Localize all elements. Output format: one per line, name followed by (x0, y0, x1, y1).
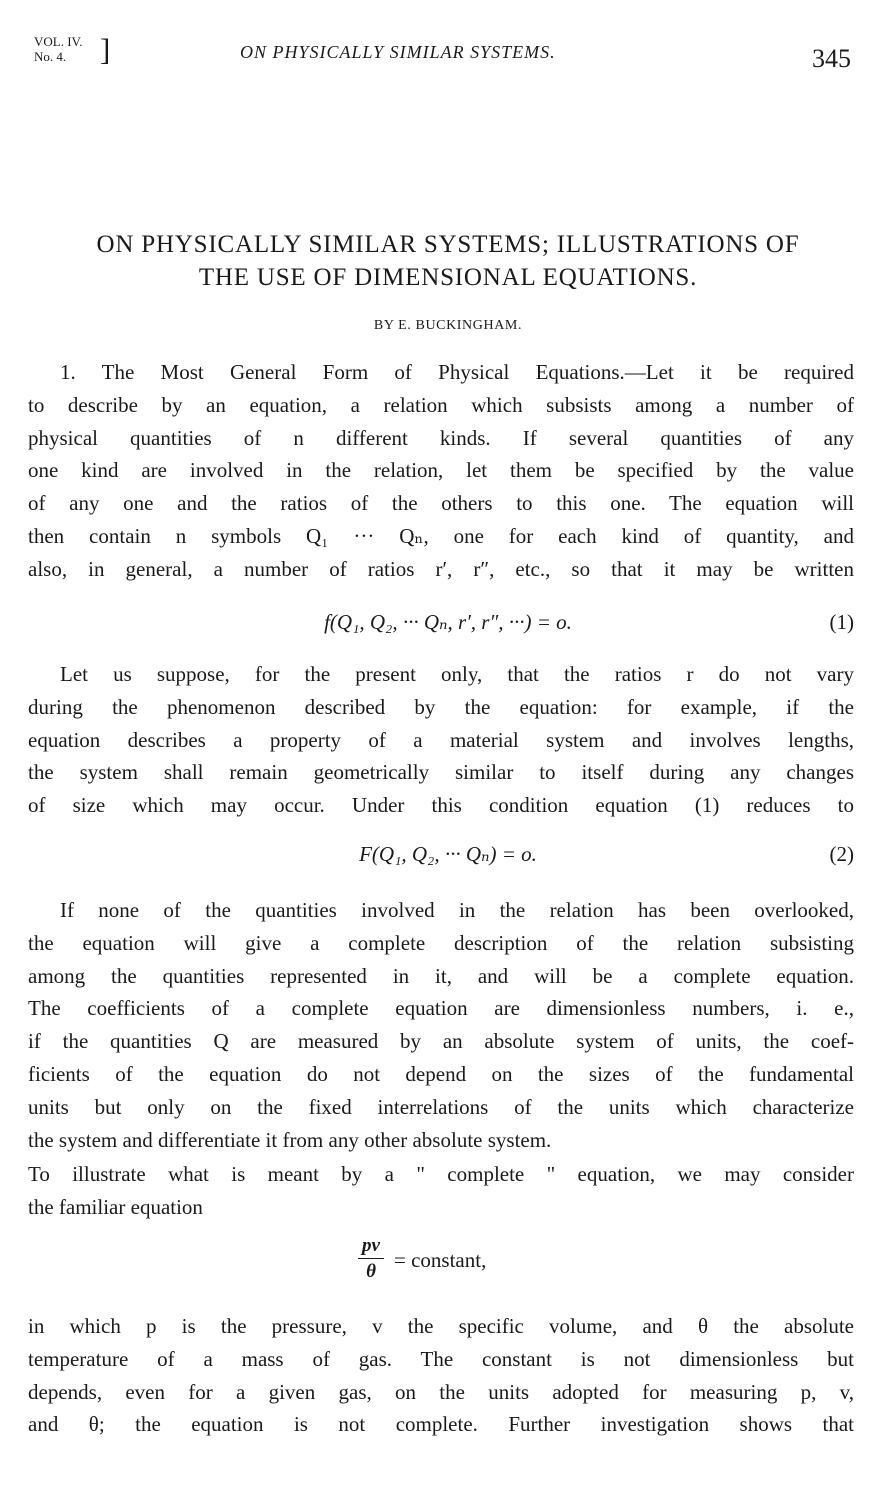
volume-bracket: ] (100, 32, 111, 67)
equation-2 (0, 842, 896, 878)
equation-1 (0, 610, 896, 646)
text-line: among the quantities represented in it, and will be a complete equation. (28, 963, 854, 988)
equation-number: (2) (829, 842, 854, 866)
volume-line: VOL. IV. (34, 34, 83, 49)
text-line: If none of the quantities involved in the relation has been overlooked, (60, 898, 854, 922)
equation-3 (358, 1234, 558, 1294)
equation-rhs: = constant, (394, 1248, 487, 1272)
title-line: ON PHYSICALLY SIMILAR SYSTEMS; ILLUSTRATIONS OF (96, 231, 800, 258)
volume-number (34, 34, 83, 64)
text-line: units but only on the fixed interrelations of the units which characterize (28, 1094, 854, 1119)
text-line: the system and differentiate it from any other absolute system. (28, 1127, 552, 1152)
text-line: in which p is the pressure, v the specific volume, and θ the absolute (28, 1314, 854, 1338)
text-line: the equation will give a complete description of the relation subsisting (28, 930, 854, 955)
issue-line: No. 4. (34, 49, 67, 64)
text-line: then contain n symbols Q₁ ··· Qₙ, one for each kind of quantity, and (28, 523, 854, 548)
running-header (0, 34, 896, 84)
fraction-denominator: θ (366, 1261, 376, 1282)
fraction-numerator: pv (358, 1234, 384, 1259)
equation-number: (1) (829, 610, 854, 634)
text-line: during the phenomenon described by the equation: for example, if the (28, 694, 854, 719)
text-line: the familiar equation (28, 1194, 203, 1219)
fraction (358, 1234, 384, 1283)
paragraph-2 (28, 658, 854, 822)
text-line: physical quantities of n different kinds. If several quantities of any (28, 425, 854, 450)
text-line: if the quantities Q are measured by an absolute system of units, the coef- (28, 1029, 854, 1054)
text-line: and θ; the equation is not complete. Further investigation shows that (28, 1412, 854, 1437)
text-line: temperature of a mass of gas. The constant is not dimensionless but (28, 1346, 854, 1371)
running-title: ON PHYSICALLY SIMILAR SYSTEMS. (240, 42, 556, 62)
text-line: ficients of the equation do not depend on the sizes of the fundamental (28, 1061, 854, 1086)
author-byline: BY E. BUCKINGHAM. (373, 318, 523, 333)
title-line: THE USE OF DIMENSIONAL EQUATIONS. (198, 264, 698, 291)
paragraph-3 (28, 894, 854, 1156)
text-line: To illustrate what is meant by a " complete " equation, we may consider (28, 1162, 854, 1186)
text-line: depends, even for a given gas, on the units adopted for measuring p, v, (28, 1379, 854, 1404)
text-line: to describe by an equation, a relation which subsists among a number of (28, 392, 854, 417)
paragraph-4 (28, 1158, 854, 1224)
text-line: one kind are involved in the relation, let them be specified by the value (28, 458, 854, 483)
article-title (0, 228, 896, 294)
text-line: also, in general, a number of ratios r′, r″, etc., so that it may be written (28, 556, 854, 581)
page-number: 345 (812, 44, 851, 73)
text-line: equation describes a property of a material system and involves lengths, (28, 727, 854, 752)
text-line: of any one and the ratios of the others to this one. The equation will (28, 491, 854, 516)
text-line: 1. The Most General Form of Physical Equations.—Let it be required (60, 360, 854, 384)
paragraph-5 (28, 1310, 854, 1441)
equation-body: F(Q₁, Q₂, ··· Qₙ) = o. (359, 842, 537, 866)
paragraph-1 (28, 356, 854, 586)
text-line: the system shall remain geometrically similar to itself during any changes (28, 760, 854, 785)
text-line: of size which may occur. Under this condition equation (1) reduces to (28, 793, 854, 818)
equation-body: f(Q₁, Q₂, ··· Qₙ, r′, r″, ···) = o. (324, 610, 572, 634)
text-line: The coefficients of a complete equation are dimensionless numbers, i. e., (28, 996, 854, 1021)
text-line: Let us suppose, for the present only, that the ratios r do not vary (60, 662, 854, 686)
